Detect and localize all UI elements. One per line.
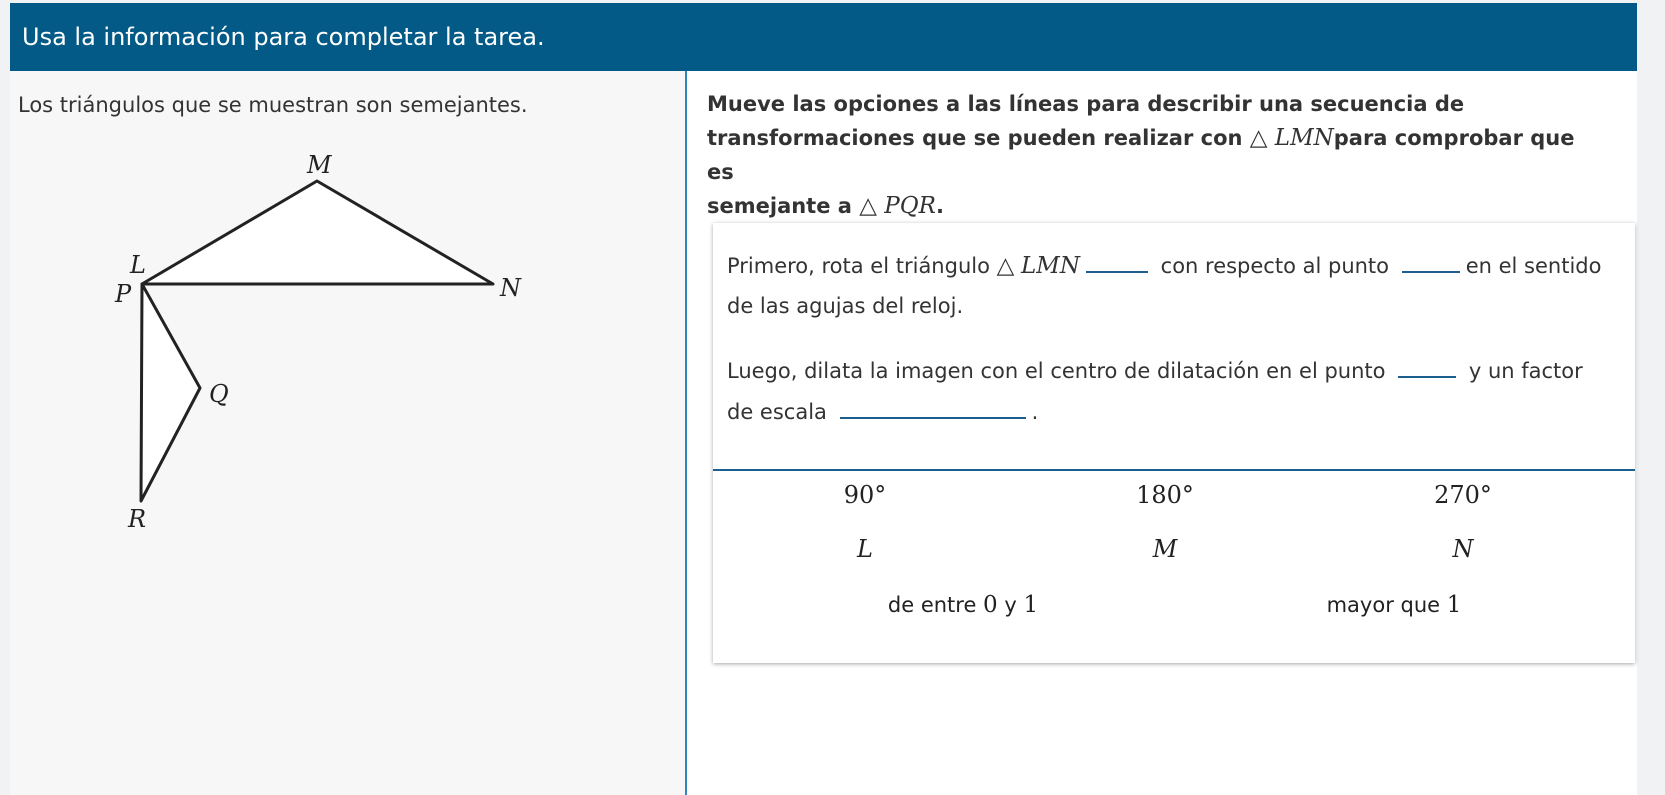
triangle-lmn	[142, 181, 493, 284]
triangle-symbol: △	[996, 253, 1015, 279]
label-r: R	[128, 505, 147, 533]
between-y: y	[997, 593, 1024, 617]
stimulus-pane	[10, 71, 685, 795]
greater-text: mayor que	[1326, 593, 1447, 617]
label-p: P	[115, 280, 132, 308]
response-pane	[687, 71, 1637, 795]
option-90-degrees[interactable]: 90°	[843, 481, 887, 509]
s2-part1: Luego, dilata la imagen con el centro de dilatación en el punto	[727, 359, 1393, 383]
s1-part2: con respecto al punto	[1153, 254, 1396, 278]
label-l: L	[130, 251, 146, 279]
label-m: M	[307, 151, 332, 179]
prompt-line2-pre: transformaciones que se pueden realizar con	[707, 126, 1250, 150]
prompt-line3-pre: semejante a	[707, 194, 860, 218]
drop-blank-angle[interactable]	[1086, 245, 1148, 273]
s1-part3: en el sentido de las agujas del reloj.	[727, 254, 1602, 318]
between-text: de entre	[887, 593, 984, 617]
between-a: 0	[983, 592, 998, 618]
option-between-0-and-1[interactable]	[888, 592, 1038, 618]
between-b: 1	[1023, 592, 1039, 618]
triangles-figure	[10, 71, 685, 795]
sentence-rotate	[727, 245, 1607, 326]
label-n: N	[500, 274, 521, 302]
prompt-line3-post: .	[935, 194, 944, 218]
prompt-tri-pqr: PQR	[884, 193, 936, 219]
drag-drop-card	[713, 223, 1635, 663]
option-point-l[interactable]: L	[857, 535, 873, 563]
prompt-line1: Mueve las opciones a las líneas para describir una secuencia de	[707, 92, 1465, 116]
prompt-text	[707, 87, 1607, 223]
drop-blank-dilation-center[interactable]	[1398, 350, 1456, 378]
task-header: Usa la información para completar la tarea.	[10, 3, 1637, 71]
s2-part3: .	[1031, 400, 1039, 424]
option-point-m[interactable]: M	[1152, 535, 1178, 563]
s2-part2: y un factor de escala	[727, 359, 1583, 424]
greater-b: 1	[1446, 592, 1462, 618]
s1-part1: Primero, rota el triángulo	[727, 254, 997, 278]
prompt-tri-lmn: LMN	[1274, 125, 1334, 151]
drop-blank-rotation-point[interactable]	[1402, 245, 1460, 273]
stimulus-text: Los triángulos que se muestran son semejantes.	[18, 93, 528, 117]
drop-blank-scale-factor[interactable]	[840, 391, 1026, 419]
triangle-symbol: △	[1249, 125, 1268, 151]
option-bank-divider	[713, 469, 1635, 471]
sentence-area	[727, 245, 1607, 456]
label-q: Q	[209, 380, 229, 408]
option-180-degrees[interactable]: 180°	[1136, 481, 1194, 509]
option-270-degrees[interactable]: 270°	[1434, 481, 1492, 509]
item-frame	[10, 3, 1637, 795]
option-point-n[interactable]: N	[1452, 535, 1474, 563]
triangle-pqr	[141, 284, 200, 501]
prompt-line2-post: para comprobar que es	[707, 126, 1575, 184]
triangle-symbol: △	[859, 193, 877, 219]
s1-tri: LMN	[1021, 253, 1080, 279]
option-greater-than-1[interactable]	[1327, 592, 1462, 618]
sentence-dilate	[727, 350, 1607, 432]
